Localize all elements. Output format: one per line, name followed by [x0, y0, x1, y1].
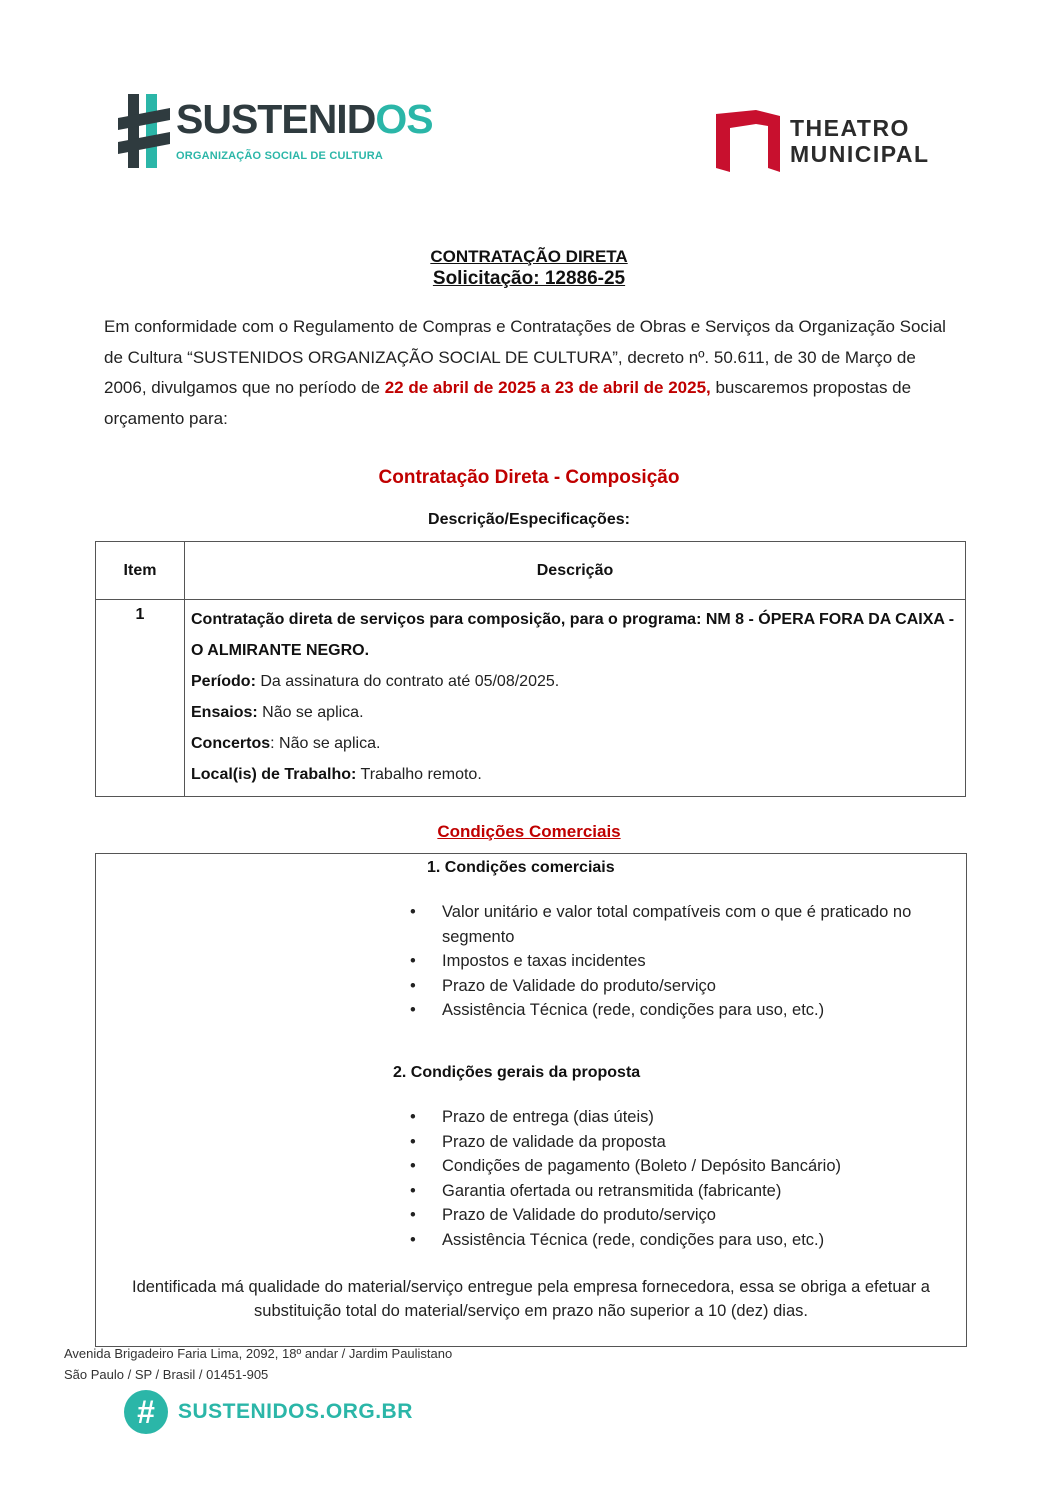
intro-paragraph	[104, 312, 954, 434]
hash-icon: #	[124, 1390, 168, 1434]
item-local: Local(is) de Trabalho: Trabalho remoto.	[191, 766, 482, 783]
list-item: • Prazo de Validade do produto/serviço	[410, 974, 955, 999]
item-main-description: Contratação direta de serviços para composição, para o programa: NM 8 - ÓPERA FORA DA CAIXA - O ALMIRANTE NEGRO.	[191, 611, 955, 659]
item-concertos: Concertos: Não se aplica.	[191, 735, 381, 752]
section-subtitle: Descrição/Especificações:	[428, 511, 630, 528]
item-number: 1	[96, 600, 185, 797]
footer-address	[64, 1343, 452, 1385]
list-item: • Assistência Técnica (rede, condições para uso, etc.)	[410, 998, 955, 1023]
section-title: Contratação Direta - Composição	[378, 467, 680, 488]
header-description: Descrição	[185, 542, 966, 600]
item-ensaios: Ensaios: Não se aplica.	[191, 704, 364, 721]
items-table	[95, 541, 966, 797]
theatro-arch-icon	[716, 110, 780, 174]
list-item: • Valor unitário e valor total compatíveis com o que é praticado no segmento	[410, 900, 955, 949]
list-item: • Prazo de validade da proposta	[410, 1130, 955, 1155]
footer-address-line2: São Paulo / SP / Brasil / 01451-905	[64, 1367, 269, 1382]
theatro-municipal-logo	[716, 110, 956, 176]
table-header-row	[96, 542, 966, 600]
item-description	[185, 600, 966, 797]
footer-url[interactable]: SUSTENIDOS.ORG.BR	[178, 1400, 413, 1423]
conditions-section1-heading: 1. Condições comerciais	[427, 859, 615, 876]
list-item: • Condições de pagamento (Boleto / Depósito Bancário)	[410, 1154, 955, 1179]
list-item: • Impostos e taxas incidentes	[410, 949, 955, 974]
request-number: Solicitação: 12886-25	[432, 268, 626, 289]
sustenidos-wordmark: SUSTENIDOS	[176, 96, 433, 142]
list-item: • Prazo de Validade do produto/serviço	[410, 1203, 955, 1228]
intro-text-end: buscaremos propostas de orçamento para:	[104, 378, 912, 428]
conditions-section2-heading: 2. Condições gerais da proposta	[393, 1064, 641, 1081]
footer-logo	[124, 1390, 413, 1436]
conditions-title: Condições Comerciais	[437, 822, 621, 841]
header-item: Item	[96, 542, 185, 600]
conditions-closing-note: Identificada má qualidade do material/serviço entregue pela empresa fornecedora, essa se obriga a efetuar a substituição total do material/serviço em prazo não superior a 10 (dez) dias.	[132, 1278, 930, 1320]
period-highlight: 22 de abril de 2025 a 23 de abril de 2025,	[384, 378, 711, 397]
sustenidos-logo	[118, 94, 433, 174]
table-row	[96, 600, 966, 797]
list-item: • Assistência Técnica (rede, condições para uso, etc.)	[410, 1228, 955, 1253]
list-item: • Garantia ofertada ou retransmitida (fabricante)	[410, 1179, 955, 1204]
theatro-line2: MUNICIPAL	[790, 141, 930, 167]
conditions-section1-list	[410, 900, 955, 1023]
sustenidos-hash-icon	[118, 94, 170, 172]
conditions-section2-list	[410, 1105, 955, 1253]
theatro-line1: THEATRO	[790, 115, 910, 141]
item-periodo: Período: Da assinatura do contrato até 05/08/2025.	[191, 673, 560, 690]
list-item: • Prazo de entrega (dias úteis)	[410, 1105, 955, 1130]
footer-address-line1: Avenida Brigadeiro Faria Lima, 2092, 18º andar / Jardim Paulistano	[64, 1346, 453, 1361]
sustenidos-subtitle: ORGANIZAÇÃO SOCIAL DE CULTURA	[176, 150, 384, 162]
intro-text-start: Em conformidade com o Regulamento de Compras e Contratações de Obras e Serviços da Organização Social de Cultura “SUSTENIDOS ORGANIZAÇÃO SOCIAL DE CULTURA”, decreto nº. 50.611, de 30 de Março de 2006, divulgamos que no período de	[104, 317, 946, 397]
document-title: CONTRATAÇÃO DIRETA	[430, 247, 628, 266]
